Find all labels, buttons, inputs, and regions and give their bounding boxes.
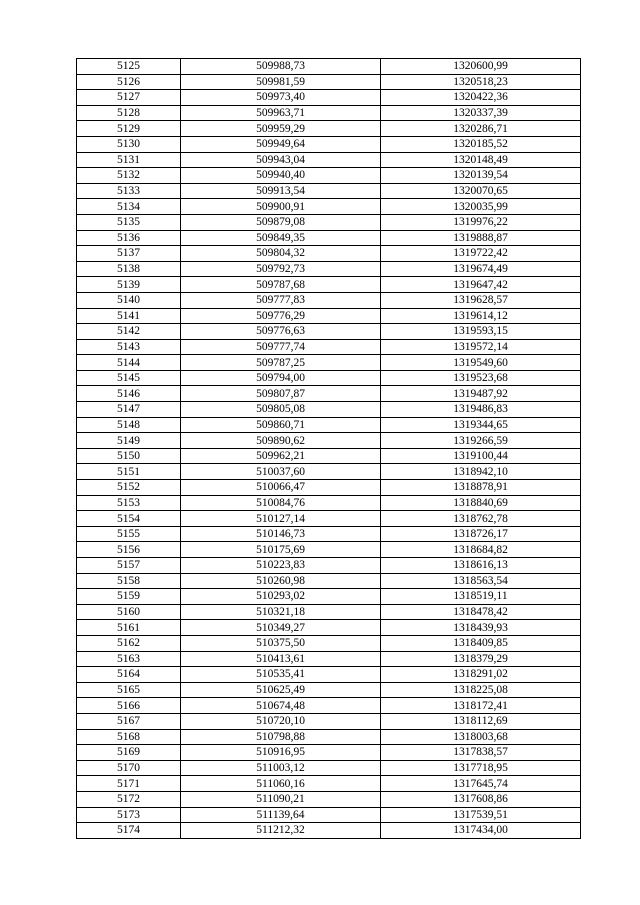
- table-row: [77, 370, 581, 386]
- table-row: [77, 448, 581, 464]
- table-row: [77, 589, 581, 605]
- table-row: [77, 682, 581, 698]
- x-coordinate-cell: 510413,61: [181, 651, 381, 667]
- point-number-cell: 5156: [77, 542, 181, 558]
- point-number-cell: 5162: [77, 635, 181, 651]
- x-coordinate-cell: 509805,08: [181, 402, 381, 418]
- table-row: [77, 791, 581, 807]
- x-coordinate-cell: 509794,00: [181, 370, 381, 386]
- point-number-cell: 5163: [77, 651, 181, 667]
- point-number-cell: 5133: [77, 183, 181, 199]
- x-coordinate-cell: 510293,02: [181, 589, 381, 605]
- x-coordinate-cell: 509943,04: [181, 152, 381, 168]
- x-coordinate-cell: 511060,16: [181, 776, 381, 792]
- point-number-cell: 5173: [77, 807, 181, 823]
- y-coordinate-cell: 1319647,42: [381, 277, 581, 293]
- point-number-cell: 5157: [77, 558, 181, 574]
- point-number-cell: 5146: [77, 386, 181, 402]
- point-number-cell: 5134: [77, 199, 181, 215]
- coordinates-table: [76, 58, 581, 839]
- y-coordinate-cell: 1318439,93: [381, 620, 581, 636]
- x-coordinate-cell: 509804,32: [181, 246, 381, 262]
- y-coordinate-cell: 1318112,69: [381, 713, 581, 729]
- x-coordinate-cell: 511090,21: [181, 791, 381, 807]
- table-row: [77, 760, 581, 776]
- point-number-cell: 5150: [77, 448, 181, 464]
- point-number-cell: 5174: [77, 823, 181, 839]
- y-coordinate-cell: 1319100,44: [381, 448, 581, 464]
- point-number-cell: 5127: [77, 90, 181, 106]
- table-row: [77, 651, 581, 667]
- point-number-cell: 5128: [77, 105, 181, 121]
- point-number-cell: 5170: [77, 760, 181, 776]
- table-row: [77, 355, 581, 371]
- table-row: [77, 168, 581, 184]
- table-row: [77, 230, 581, 246]
- point-number-cell: 5142: [77, 324, 181, 340]
- table-row: [77, 604, 581, 620]
- point-number-cell: 5129: [77, 121, 181, 137]
- table-row: [77, 136, 581, 152]
- table-row: [77, 339, 581, 355]
- table-row: [77, 433, 581, 449]
- point-number-cell: 5166: [77, 698, 181, 714]
- table-row: [77, 292, 581, 308]
- x-coordinate-cell: 509777,83: [181, 292, 381, 308]
- y-coordinate-cell: 1320600,99: [381, 59, 581, 75]
- y-coordinate-cell: 1318563,54: [381, 573, 581, 589]
- table-row: [77, 277, 581, 293]
- x-coordinate-cell: 510146,73: [181, 526, 381, 542]
- y-coordinate-cell: 1318762,78: [381, 511, 581, 527]
- table-row: [77, 542, 581, 558]
- table-row: [77, 698, 581, 714]
- point-number-cell: 5131: [77, 152, 181, 168]
- x-coordinate-cell: 510084,76: [181, 495, 381, 511]
- y-coordinate-cell: 1318840,69: [381, 495, 581, 511]
- y-coordinate-cell: 1320518,23: [381, 74, 581, 90]
- x-coordinate-cell: 510175,69: [181, 542, 381, 558]
- table-row: [77, 558, 581, 574]
- x-coordinate-cell: 510223,83: [181, 558, 381, 574]
- x-coordinate-cell: 509777,74: [181, 339, 381, 355]
- table-row: [77, 464, 581, 480]
- table-row: [77, 74, 581, 90]
- y-coordinate-cell: 1318684,82: [381, 542, 581, 558]
- y-coordinate-cell: 1318519,11: [381, 589, 581, 605]
- y-coordinate-cell: 1318225,08: [381, 682, 581, 698]
- y-coordinate-cell: 1319572,14: [381, 339, 581, 355]
- point-number-cell: 5154: [77, 511, 181, 527]
- x-coordinate-cell: 510349,27: [181, 620, 381, 636]
- y-coordinate-cell: 1318616,13: [381, 558, 581, 574]
- table-row: [77, 121, 581, 137]
- table-row: [77, 807, 581, 823]
- x-coordinate-cell: 509787,68: [181, 277, 381, 293]
- y-coordinate-cell: 1319523,68: [381, 370, 581, 386]
- x-coordinate-cell: 509913,54: [181, 183, 381, 199]
- table-row: [77, 635, 581, 651]
- x-coordinate-cell: 509940,40: [181, 168, 381, 184]
- x-coordinate-cell: 510375,50: [181, 635, 381, 651]
- table-row: [77, 417, 581, 433]
- point-number-cell: 5148: [77, 417, 181, 433]
- y-coordinate-cell: 1320286,71: [381, 121, 581, 137]
- x-coordinate-cell: 510321,18: [181, 604, 381, 620]
- point-number-cell: 5145: [77, 370, 181, 386]
- point-number-cell: 5132: [77, 168, 181, 184]
- table-row: [77, 620, 581, 636]
- point-number-cell: 5143: [77, 339, 181, 355]
- table-row: [77, 199, 581, 215]
- y-coordinate-cell: 1320070,65: [381, 183, 581, 199]
- x-coordinate-cell: 509849,35: [181, 230, 381, 246]
- point-number-cell: 5125: [77, 59, 181, 75]
- table-row: [77, 729, 581, 745]
- point-number-cell: 5137: [77, 246, 181, 262]
- x-coordinate-cell: 509807,87: [181, 386, 381, 402]
- table-row: [77, 526, 581, 542]
- point-number-cell: 5158: [77, 573, 181, 589]
- point-number-cell: 5135: [77, 214, 181, 230]
- y-coordinate-cell: 1319628,57: [381, 292, 581, 308]
- point-number-cell: 5147: [77, 402, 181, 418]
- x-coordinate-cell: 511003,12: [181, 760, 381, 776]
- y-coordinate-cell: 1320139,54: [381, 168, 581, 184]
- table-row: [77, 59, 581, 75]
- y-coordinate-cell: 1318003,68: [381, 729, 581, 745]
- table-row: [77, 480, 581, 496]
- table-row: [77, 511, 581, 527]
- y-coordinate-cell: 1317608,86: [381, 791, 581, 807]
- table-row: [77, 324, 581, 340]
- y-coordinate-cell: 1319344,65: [381, 417, 581, 433]
- table-row: [77, 261, 581, 277]
- x-coordinate-cell: 509963,71: [181, 105, 381, 121]
- table-row: [77, 386, 581, 402]
- point-number-cell: 5160: [77, 604, 181, 620]
- x-coordinate-cell: 509776,63: [181, 324, 381, 340]
- y-coordinate-cell: 1317718,95: [381, 760, 581, 776]
- x-coordinate-cell: 509890,62: [181, 433, 381, 449]
- table-row: [77, 308, 581, 324]
- y-coordinate-cell: 1320337,39: [381, 105, 581, 121]
- point-number-cell: 5165: [77, 682, 181, 698]
- x-coordinate-cell: 509792,73: [181, 261, 381, 277]
- y-coordinate-cell: 1319722,42: [381, 246, 581, 262]
- point-number-cell: 5130: [77, 136, 181, 152]
- x-coordinate-cell: 509959,29: [181, 121, 381, 137]
- y-coordinate-cell: 1317838,57: [381, 745, 581, 761]
- point-number-cell: 5161: [77, 620, 181, 636]
- x-coordinate-cell: 510720,10: [181, 713, 381, 729]
- x-coordinate-cell: 509988,73: [181, 59, 381, 75]
- x-coordinate-cell: 510260,98: [181, 573, 381, 589]
- x-coordinate-cell: 511139,64: [181, 807, 381, 823]
- table-row: [77, 745, 581, 761]
- y-coordinate-cell: 1318942,10: [381, 464, 581, 480]
- point-number-cell: 5141: [77, 308, 181, 324]
- x-coordinate-cell: 509981,59: [181, 74, 381, 90]
- table-row: [77, 90, 581, 106]
- table-row: [77, 402, 581, 418]
- point-number-cell: 5164: [77, 667, 181, 683]
- table-row: [77, 246, 581, 262]
- y-coordinate-cell: 1318291,02: [381, 667, 581, 683]
- x-coordinate-cell: 509879,08: [181, 214, 381, 230]
- table-row: [77, 214, 581, 230]
- x-coordinate-cell: 509949,64: [181, 136, 381, 152]
- y-coordinate-cell: 1319549,60: [381, 355, 581, 371]
- x-coordinate-cell: 509787,25: [181, 355, 381, 371]
- x-coordinate-cell: 509973,40: [181, 90, 381, 106]
- point-number-cell: 5149: [77, 433, 181, 449]
- table-row: [77, 776, 581, 792]
- x-coordinate-cell: 510916,95: [181, 745, 381, 761]
- y-coordinate-cell: 1318172,41: [381, 698, 581, 714]
- point-number-cell: 5155: [77, 526, 181, 542]
- y-coordinate-cell: 1319593,15: [381, 324, 581, 340]
- y-coordinate-cell: 1319976,22: [381, 214, 581, 230]
- x-coordinate-cell: 509962,21: [181, 448, 381, 464]
- y-coordinate-cell: 1318726,17: [381, 526, 581, 542]
- x-coordinate-cell: 510798,88: [181, 729, 381, 745]
- y-coordinate-cell: 1319486,83: [381, 402, 581, 418]
- y-coordinate-cell: 1317434,00: [381, 823, 581, 839]
- point-number-cell: 5153: [77, 495, 181, 511]
- x-coordinate-cell: 509860,71: [181, 417, 381, 433]
- point-number-cell: 5159: [77, 589, 181, 605]
- x-coordinate-cell: 510674,48: [181, 698, 381, 714]
- y-coordinate-cell: 1319266,59: [381, 433, 581, 449]
- point-number-cell: 5136: [77, 230, 181, 246]
- x-coordinate-cell: 511212,32: [181, 823, 381, 839]
- x-coordinate-cell: 509900,91: [181, 199, 381, 215]
- x-coordinate-cell: 510535,41: [181, 667, 381, 683]
- y-coordinate-cell: 1318379,29: [381, 651, 581, 667]
- x-coordinate-cell: 510037,60: [181, 464, 381, 480]
- point-number-cell: 5151: [77, 464, 181, 480]
- x-coordinate-cell: 510066,47: [181, 480, 381, 496]
- point-number-cell: 5172: [77, 791, 181, 807]
- y-coordinate-cell: 1319674,49: [381, 261, 581, 277]
- table-row: [77, 823, 581, 839]
- point-number-cell: 5144: [77, 355, 181, 371]
- y-coordinate-cell: 1319614,12: [381, 308, 581, 324]
- point-number-cell: 5138: [77, 261, 181, 277]
- point-number-cell: 5167: [77, 713, 181, 729]
- y-coordinate-cell: 1317539,51: [381, 807, 581, 823]
- table-row: [77, 183, 581, 199]
- table-row: [77, 105, 581, 121]
- y-coordinate-cell: 1318409,85: [381, 635, 581, 651]
- point-number-cell: 5171: [77, 776, 181, 792]
- x-coordinate-cell: 510127,14: [181, 511, 381, 527]
- y-coordinate-cell: 1320035,99: [381, 199, 581, 215]
- table-row: [77, 495, 581, 511]
- point-number-cell: 5152: [77, 480, 181, 496]
- point-number-cell: 5139: [77, 277, 181, 293]
- point-number-cell: 5168: [77, 729, 181, 745]
- point-number-cell: 5126: [77, 74, 181, 90]
- y-coordinate-cell: 1318878,91: [381, 480, 581, 496]
- x-coordinate-cell: 510625,49: [181, 682, 381, 698]
- table-row: [77, 667, 581, 683]
- y-coordinate-cell: 1319487,92: [381, 386, 581, 402]
- y-coordinate-cell: 1320422,36: [381, 90, 581, 106]
- table-row: [77, 152, 581, 168]
- y-coordinate-cell: 1319888,87: [381, 230, 581, 246]
- y-coordinate-cell: 1317645,74: [381, 776, 581, 792]
- table-body: [77, 59, 581, 839]
- x-coordinate-cell: 509776,29: [181, 308, 381, 324]
- y-coordinate-cell: 1318478,42: [381, 604, 581, 620]
- table-row: [77, 573, 581, 589]
- point-number-cell: 5169: [77, 745, 181, 761]
- table-row: [77, 713, 581, 729]
- y-coordinate-cell: 1320185,52: [381, 136, 581, 152]
- y-coordinate-cell: 1320148,49: [381, 152, 581, 168]
- point-number-cell: 5140: [77, 292, 181, 308]
